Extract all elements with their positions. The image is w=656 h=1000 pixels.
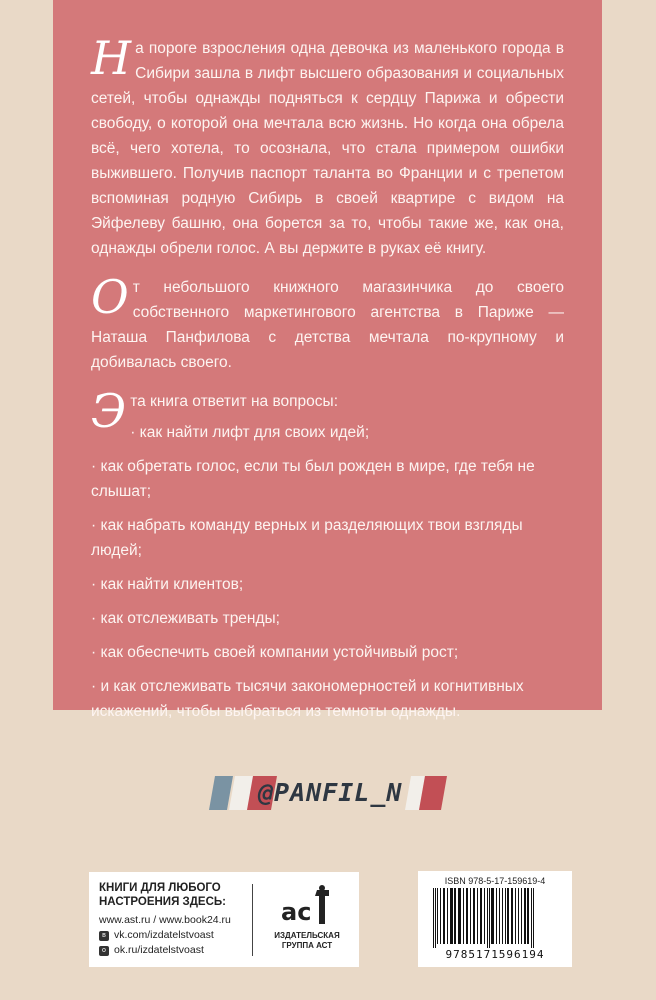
barcode-bar bbox=[466, 888, 468, 944]
barcode-bar bbox=[435, 888, 436, 948]
barcode-bar bbox=[521, 888, 522, 944]
blurb-panel bbox=[53, 0, 602, 720]
vk-link-text: vk.com/izdatelstvoast bbox=[114, 929, 214, 941]
barcode-bar bbox=[433, 888, 434, 948]
barcode-bar bbox=[487, 888, 488, 948]
barcode-bar bbox=[454, 888, 456, 944]
author-handle-badge bbox=[210, 770, 450, 816]
blurb-paragraph-2 bbox=[91, 270, 564, 375]
ast-logo-icon bbox=[277, 884, 337, 928]
publisher-name-line: ИЗДАТЕЛЬСКАЯ bbox=[274, 931, 340, 940]
barcode-bar bbox=[499, 888, 500, 944]
barcode-bar bbox=[480, 888, 482, 944]
list-item: · как найти клиентов; bbox=[91, 572, 564, 597]
barcode-bar bbox=[507, 888, 509, 944]
info-title-line: КНИГИ ДЛЯ ЛЮБОГО bbox=[99, 882, 221, 894]
paragraph-text: та книга ответит на вопросы: bbox=[130, 393, 338, 410]
drop-cap: О bbox=[91, 270, 129, 324]
author-handle: @PANFIL_N bbox=[258, 778, 403, 807]
barcode-bar bbox=[477, 888, 478, 944]
vk-link[interactable] bbox=[99, 928, 251, 943]
websites-link[interactable]: www.ast.ru / www.book24.ru bbox=[99, 914, 231, 926]
list-item: · и как отслеживать тысячи закономерностей и когнитивных искажений, чтобы выбраться из темноты однажды. bbox=[91, 674, 564, 724]
svg-text:ac: ac bbox=[281, 898, 312, 926]
barcode-bar bbox=[473, 888, 475, 944]
ok-icon: о bbox=[99, 946, 109, 956]
barcode-bar bbox=[489, 888, 490, 948]
publisher-name bbox=[261, 931, 353, 951]
info-title-line: НАСТРОЕНИЯ ЗДЕСЬ: bbox=[99, 896, 226, 908]
barcode-bar bbox=[447, 888, 448, 944]
list-item: · как отслеживать тренды; bbox=[91, 606, 564, 631]
barcode-bar bbox=[533, 888, 534, 948]
barcode-bar bbox=[515, 888, 516, 944]
list-item: · как обеспечить своей компании устойчивый рост; bbox=[91, 640, 564, 665]
paragraph-text: а пороге взросления одна девочка из маленького города в Сибири зашла в лифт высшего образования и социальных сетей, чтобы однажды подняться к сердцу Парижа и обрести свободу, о которой она мечтала всю жизнь. Но когда она обрела всё, чего хотела, то осознала, что стала примером ошибки выжившего. Получив паспорт таланта во Франции и с трепетом вспоминая родную Сибирь в своей квартире с видом на Эйфелеву башню, она борется за то, чтобы такие же, как она, однажды обрели голос. А вы держите в руках её книгу. bbox=[91, 40, 564, 257]
drop-cap: Н bbox=[91, 31, 132, 85]
publisher-info-box bbox=[89, 872, 359, 967]
barcode-bar bbox=[443, 888, 445, 944]
divider bbox=[252, 884, 253, 956]
barcode-bar bbox=[505, 888, 506, 944]
barcode-bar bbox=[527, 888, 529, 944]
barcode-bar bbox=[511, 888, 513, 944]
isbn-label: ISBN 978-5-17-159619-4 bbox=[444, 876, 546, 886]
publisher-logo bbox=[261, 884, 353, 951]
publisher-name-line: ГРУППА АСТ bbox=[281, 941, 333, 950]
isbn-digits: 9785171596194 bbox=[445, 948, 545, 961]
barcode-bar bbox=[491, 888, 494, 944]
ok-link[interactable] bbox=[99, 943, 251, 958]
ok-link-text: ok.ru/izdatelstvoast bbox=[114, 944, 204, 956]
barcode-bar bbox=[437, 888, 438, 944]
barcode-bar bbox=[470, 888, 471, 944]
barcode-bar bbox=[518, 888, 519, 944]
questions-list bbox=[91, 420, 564, 724]
barcode-bar bbox=[531, 888, 532, 948]
paragraph-text: т небольшого книжного магазинчика до своего собственного маркетингового агентства в Париже — Наташа Панфилова с детства мечтала по-крупному и добивалась своего. bbox=[91, 279, 564, 371]
info-title bbox=[99, 881, 251, 909]
barcode-bar bbox=[496, 888, 497, 944]
barcode-bar bbox=[450, 888, 453, 944]
publisher-links bbox=[99, 881, 251, 958]
flag-stripe bbox=[419, 776, 447, 810]
barcode-bar bbox=[484, 888, 485, 944]
list-item: · как найти лифт для своих идей; bbox=[91, 420, 564, 445]
barcode-bar bbox=[502, 888, 503, 944]
isbn-box bbox=[418, 871, 572, 967]
barcode-bar bbox=[524, 888, 526, 944]
list-item: · как обретать голос, если ты был рожден в мире, где тебя не слышат; bbox=[91, 454, 564, 504]
barcode-bar bbox=[458, 888, 461, 944]
barcode bbox=[429, 888, 561, 948]
vk-icon: в bbox=[99, 931, 109, 941]
drop-cap: Э bbox=[91, 384, 127, 438]
barcode-bar bbox=[463, 888, 464, 944]
blurb-paragraph-1 bbox=[91, 31, 564, 261]
barcode-bar bbox=[440, 888, 441, 944]
list-item: · как набрать команду верных и разделяющих твои взгляды людей; bbox=[91, 513, 564, 563]
